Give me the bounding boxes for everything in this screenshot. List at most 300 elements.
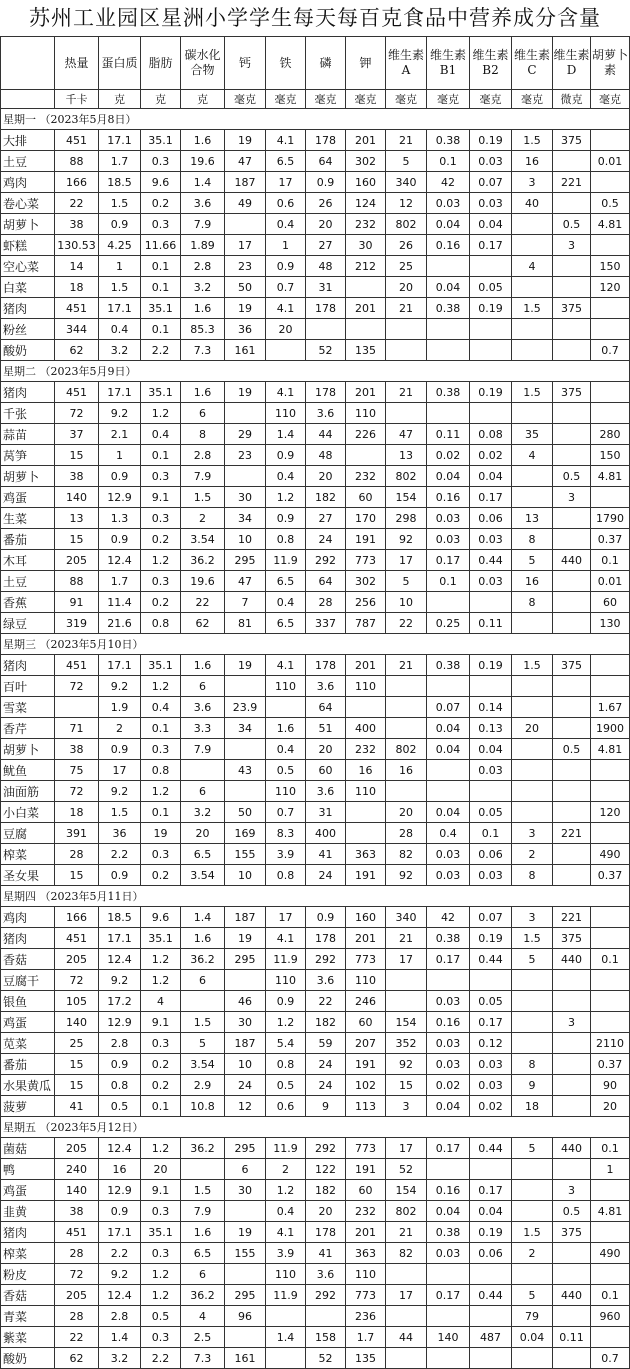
food-name: 鸡蛋 [1, 1012, 55, 1033]
nutrient-value: 0.38 [427, 382, 470, 403]
nutrient-value: 110 [266, 676, 306, 697]
nutrient-value [386, 1264, 427, 1285]
nutrient-value: 18.5 [99, 907, 141, 928]
nutrient-value: 31 [306, 802, 346, 823]
nutrient-value [591, 928, 630, 949]
nutrient-value: 1.6 [181, 655, 225, 676]
nutrient-value: 2.8 [181, 256, 225, 277]
nutrient-value: 490 [591, 1243, 630, 1264]
nutrient-value [512, 613, 553, 634]
nutrient-value [553, 319, 591, 340]
nutrient-value: 2 [512, 1243, 553, 1264]
nutrient-value: 1.5 [512, 1222, 553, 1243]
nutrient-value: 0.03 [427, 1054, 470, 1075]
table-row [1, 739, 630, 760]
unit-cell: 毫克 [266, 90, 306, 109]
nutrient-value: 2.2 [141, 1348, 181, 1369]
food-name: 莴笋 [1, 445, 55, 466]
nutrient-value: 169 [225, 823, 266, 844]
nutrient-value [553, 781, 591, 802]
nutrient-value: 7.9 [181, 739, 225, 760]
nutrient-value: 292 [306, 949, 346, 970]
nutrient-value [427, 592, 470, 613]
nutrient-value [553, 571, 591, 592]
nutrient-value: 1.5 [99, 277, 141, 298]
food-name: 香菇 [1, 1285, 55, 1306]
nutrient-value [512, 1033, 553, 1054]
nutrient-value: 20 [181, 823, 225, 844]
nutrient-value: 154 [386, 487, 427, 508]
nutrient-value: 96 [225, 1306, 266, 1327]
food-name: 油面筋 [1, 781, 55, 802]
food-name: 胡萝卜 [1, 466, 55, 487]
nutrient-value: 1 [591, 1159, 630, 1180]
nutrient-value [306, 1306, 346, 1327]
nutrient-value: 0.17 [427, 550, 470, 571]
food-name: 番茄 [1, 1054, 55, 1075]
nutrient-value: 0.12 [470, 1033, 512, 1054]
nutrient-value: 295 [225, 1285, 266, 1306]
nutrient-value: 0.5 [553, 1201, 591, 1222]
nutrient-value: 46 [225, 991, 266, 1012]
nutrient-value: 0.02 [427, 1075, 470, 1096]
nutrient-value: 130.53 [55, 235, 99, 256]
nutrient-value: 0.7 [266, 802, 306, 823]
table-row [1, 529, 630, 550]
nutrient-value: 113 [346, 1096, 386, 1117]
nutrient-value: 6 [181, 970, 225, 991]
nutrient-value: 19 [225, 655, 266, 676]
food-name: 猪肉 [1, 655, 55, 676]
nutrient-value: 51 [306, 718, 346, 739]
nutrient-value: 0.9 [266, 445, 306, 466]
nutrient-value: 21 [386, 130, 427, 151]
nutrient-value: 205 [55, 550, 99, 571]
nutrient-value: 0.06 [470, 844, 512, 865]
nutrient-value: 3.6 [306, 1264, 346, 1285]
nutrient-value [386, 403, 427, 424]
table-row [1, 1285, 630, 1306]
nutrient-value: 5 [512, 550, 553, 571]
nutrient-value: 0.1 [141, 1096, 181, 1117]
table-row [1, 802, 630, 823]
nutrient-value: 0.4 [141, 697, 181, 718]
nutrient-value: 375 [553, 928, 591, 949]
nutrient-value [470, 340, 512, 361]
food-name: 粉皮 [1, 1264, 55, 1285]
nutrient-value: 0.11 [553, 1327, 591, 1348]
nutrient-value: 19 [225, 298, 266, 319]
unit-cell: 克 [141, 90, 181, 109]
table-row [1, 298, 630, 319]
nutrient-value [266, 1348, 306, 1369]
nutrient-value: 0.4 [99, 319, 141, 340]
day-header-row [1, 361, 630, 382]
nutrient-value: 0.2 [141, 592, 181, 613]
nutrient-value [512, 487, 553, 508]
nutrient-value: 1.2 [141, 550, 181, 571]
nutrient-value: 1.2 [266, 487, 306, 508]
nutrient-value: 91 [55, 592, 99, 613]
nutrient-value: 363 [346, 844, 386, 865]
nutrient-value: 17 [99, 760, 141, 781]
nutrient-value: 17 [266, 172, 306, 193]
nutrient-value: 20 [306, 739, 346, 760]
nutrient-value: 221 [553, 907, 591, 928]
nutrient-value: 11.9 [266, 550, 306, 571]
unit-cell: 微克 [553, 90, 591, 109]
nutrient-value: 49 [225, 193, 266, 214]
nutrient-value: 38 [55, 739, 99, 760]
nutrient-value: 3.6 [306, 781, 346, 802]
table-row [1, 1180, 630, 1201]
nutrient-value: 0.44 [470, 1138, 512, 1159]
nutrient-value: 0.5 [99, 1096, 141, 1117]
nutrient-value: 20 [141, 1159, 181, 1180]
nutrient-value: 11.9 [266, 949, 306, 970]
nutrient-value: 0.1 [141, 802, 181, 823]
nutrient-value: 170 [346, 508, 386, 529]
nutrient-value: 226 [346, 424, 386, 445]
food-name: 百叶 [1, 676, 55, 697]
nutrient-value: 340 [386, 907, 427, 928]
nutrient-value: 7.3 [181, 1348, 225, 1369]
nutrient-value: 375 [553, 130, 591, 151]
nutrient-value: 0.5 [266, 760, 306, 781]
nutrient-value: 12 [386, 193, 427, 214]
nutrient-value [512, 1159, 553, 1180]
food-name: 酸奶 [1, 340, 55, 361]
nutrient-value: 1790 [591, 508, 630, 529]
nutrient-value [553, 340, 591, 361]
nutrient-value: 110 [346, 403, 386, 424]
nutrient-value: 1.2 [141, 1264, 181, 1285]
nutrient-value: 1.2 [141, 949, 181, 970]
nutrient-value: 36.2 [181, 1285, 225, 1306]
nutrient-value: 0.1 [141, 718, 181, 739]
nutrient-value: 0.1 [591, 550, 630, 571]
table-row [1, 1033, 630, 1054]
nutrient-value: 400 [346, 718, 386, 739]
nutrient-value: 36.2 [181, 1138, 225, 1159]
nutrient-value: 0.2 [141, 865, 181, 886]
nutrient-value: 11.66 [141, 235, 181, 256]
nutrient-value [553, 1033, 591, 1054]
nutrient-value: 140 [55, 1012, 99, 1033]
nutrient-value: 3.2 [99, 340, 141, 361]
nutrient-value: 20 [512, 718, 553, 739]
nutrient-value [591, 676, 630, 697]
nutrient-value [512, 235, 553, 256]
nutrient-value: 88 [55, 571, 99, 592]
nutrient-value: 30 [225, 487, 266, 508]
table-row [1, 1243, 630, 1264]
nutrient-value: 0.04 [512, 1327, 553, 1348]
nutrient-value: 3 [512, 823, 553, 844]
nutrient-value: 1.9 [99, 697, 141, 718]
nutrient-value: 10 [225, 529, 266, 550]
nutrient-value: 122 [306, 1159, 346, 1180]
nutrient-value [512, 739, 553, 760]
nutrient-value: 4.81 [591, 466, 630, 487]
nutrient-value: 36.2 [181, 949, 225, 970]
nutrient-value: 50 [225, 277, 266, 298]
food-name: 木耳 [1, 550, 55, 571]
nutrient-value: 25 [55, 1033, 99, 1054]
nutrient-value: 212 [346, 256, 386, 277]
nutrient-value [470, 319, 512, 340]
nutrient-value [346, 445, 386, 466]
nutrient-value: 1.6 [181, 382, 225, 403]
nutrient-value: 0.1 [141, 277, 181, 298]
food-name: 鸡蛋 [1, 1180, 55, 1201]
nutrient-value: 19.6 [181, 151, 225, 172]
nutrient-value: 773 [346, 1285, 386, 1306]
nutrient-value: 7.9 [181, 214, 225, 235]
nutrient-value: 161 [225, 340, 266, 361]
nutrient-value: 1.7 [99, 151, 141, 172]
nutrient-value: 17.1 [99, 1222, 141, 1243]
food-name: 鸡肉 [1, 172, 55, 193]
nutrient-value: 182 [306, 1012, 346, 1033]
nutrient-value: 1.5 [512, 298, 553, 319]
nutrient-value [591, 235, 630, 256]
nutrient-value: 0.38 [427, 298, 470, 319]
food-name: 水果黄瓜 [1, 1075, 55, 1096]
nutrient-value [427, 319, 470, 340]
nutrient-value: 1.4 [99, 1327, 141, 1348]
table-row [1, 1306, 630, 1327]
nutrient-value [591, 760, 630, 781]
nutrient-value [591, 991, 630, 1012]
nutrient-value: 6 [181, 676, 225, 697]
nutrient-value: 105 [55, 991, 99, 1012]
nutrient-value: 0.1 [591, 949, 630, 970]
table-row [1, 1096, 630, 1117]
unit-cell: 毫克 [346, 90, 386, 109]
nutrient-value: 4.1 [266, 655, 306, 676]
nutrient-value: 337 [306, 613, 346, 634]
nutrient-value: 4.1 [266, 928, 306, 949]
nutrient-value: 5 [181, 1033, 225, 1054]
nutrient-value: 3.6 [181, 193, 225, 214]
nutrient-value: 6.5 [266, 613, 306, 634]
nutrient-value: 221 [553, 172, 591, 193]
nutrient-value [346, 277, 386, 298]
nutrient-value: 8.3 [266, 823, 306, 844]
nutrient-value: 960 [591, 1306, 630, 1327]
nutrient-value: 0.17 [427, 949, 470, 970]
nutrient-value: 34 [225, 508, 266, 529]
nutrient-value: 18 [55, 802, 99, 823]
nutrient-value: 35 [512, 424, 553, 445]
nutrient-value: 38 [55, 466, 99, 487]
nutrient-value: 240 [55, 1159, 99, 1180]
table-row [1, 403, 630, 424]
nutrient-value: 17 [386, 1285, 427, 1306]
nutrient-value: 9.1 [141, 487, 181, 508]
nutrient-value: 22 [55, 1327, 99, 1348]
nutrient-value: 8 [512, 865, 553, 886]
nutrient-value: 451 [55, 298, 99, 319]
nutrient-value: 451 [55, 928, 99, 949]
food-name: 豆腐 [1, 823, 55, 844]
nutrient-value: 19 [225, 130, 266, 151]
nutrient-value [591, 130, 630, 151]
table-row [1, 550, 630, 571]
nutrient-value: 0.6 [266, 1096, 306, 1117]
units-row [1, 90, 630, 109]
nutrient-value: 17 [386, 1138, 427, 1159]
nutrient-value: 64 [306, 697, 346, 718]
table-row [1, 1054, 630, 1075]
nutrient-value: 400 [306, 823, 346, 844]
nutrient-value: 2 [181, 508, 225, 529]
nutrient-value: 28 [55, 844, 99, 865]
nutrient-value: 295 [225, 949, 266, 970]
nutrient-value: 130 [591, 613, 630, 634]
food-name: 虾糕 [1, 235, 55, 256]
nutrient-value: 23 [225, 256, 266, 277]
nutrient-value: 21 [386, 298, 427, 319]
unit-cell: 毫克 [512, 90, 553, 109]
nutrient-value: 12.4 [99, 1138, 141, 1159]
nutrient-value: 0.19 [470, 655, 512, 676]
food-name: 菌菇 [1, 1138, 55, 1159]
table-row [1, 907, 630, 928]
nutrient-value: 62 [55, 340, 99, 361]
nutrient-value: 9 [306, 1096, 346, 1117]
nutrient-value: 0.4 [427, 823, 470, 844]
nutrient-value: 340 [386, 172, 427, 193]
nutrient-value: 2.8 [99, 1306, 141, 1327]
nutrient-value: 7.3 [181, 340, 225, 361]
nutrient-value: 0.19 [470, 298, 512, 319]
nutrient-value [470, 592, 512, 613]
nutrient-value [225, 403, 266, 424]
nutrient-value: 178 [306, 655, 346, 676]
nutrient-value [512, 214, 553, 235]
nutrient-value [512, 1012, 553, 1033]
nutrient-value: 0.04 [427, 277, 470, 298]
table-row [1, 697, 630, 718]
table-row [1, 1159, 630, 1180]
nutrient-value [512, 1348, 553, 1369]
nutrient-value: 0.03 [470, 760, 512, 781]
nutrient-value: 72 [55, 970, 99, 991]
nutrient-value: 60 [306, 760, 346, 781]
nutrient-value [470, 970, 512, 991]
nutrient-value: 0.9 [99, 466, 141, 487]
nutrient-value: 0.07 [470, 172, 512, 193]
nutrient-value: 6 [181, 1264, 225, 1285]
nutrient-value: 16 [99, 1159, 141, 1180]
nutrient-value: 0.38 [427, 1222, 470, 1243]
nutrient-value: 207 [346, 1033, 386, 1054]
nutrient-value: 451 [55, 1222, 99, 1243]
nutrient-value: 0.2 [141, 1054, 181, 1075]
nutrient-value: 232 [346, 739, 386, 760]
nutrient-value: 3.2 [99, 1348, 141, 1369]
nutrient-value: 0.3 [141, 508, 181, 529]
nutrient-value: 0.17 [427, 1285, 470, 1306]
nutrient-value: 1.2 [141, 676, 181, 697]
nutrient-value [553, 676, 591, 697]
nutrient-value [591, 172, 630, 193]
table-row [1, 1201, 630, 1222]
nutrient-value: 0.6 [266, 193, 306, 214]
nutrient-value: 92 [386, 865, 427, 886]
nutrient-value: 0.04 [427, 1096, 470, 1117]
nutrient-value: 10 [225, 865, 266, 886]
nutrient-value: 20 [591, 1096, 630, 1117]
page-title: 苏州工业园区星洲小学学生每天每百克食品中营养成分含量 [29, 6, 601, 30]
nutrient-value: 21 [386, 1222, 427, 1243]
nutrient-value: 280 [591, 424, 630, 445]
table-row [1, 613, 630, 634]
nutrient-value: 22 [181, 592, 225, 613]
nutrient-value: 9.2 [99, 1264, 141, 1285]
nutrient-value: 7.9 [181, 1201, 225, 1222]
unit-cell [1, 90, 55, 109]
nutrient-value: 391 [55, 823, 99, 844]
nutrient-value: 7 [225, 592, 266, 613]
nutrient-value: 2 [512, 844, 553, 865]
nutrient-value: 3 [512, 907, 553, 928]
nutrient-value: 154 [386, 1180, 427, 1201]
table-row [1, 235, 630, 256]
nutrient-value [512, 1180, 553, 1201]
nutrient-value: 110 [266, 403, 306, 424]
food-name: 粉丝 [1, 319, 55, 340]
nutrient-value: 0.16 [427, 487, 470, 508]
nutrient-value [346, 802, 386, 823]
nutrient-value: 21 [386, 382, 427, 403]
nutrient-value: 12.4 [99, 949, 141, 970]
nutrient-value: 0.9 [266, 991, 306, 1012]
nutrient-value: 182 [306, 487, 346, 508]
nutrient-value [553, 508, 591, 529]
nutrient-value: 15 [55, 1054, 99, 1075]
nutrient-value: 0.16 [427, 235, 470, 256]
nutrient-value [512, 466, 553, 487]
table-row [1, 949, 630, 970]
nutrient-value: 302 [346, 151, 386, 172]
nutrient-value [553, 1243, 591, 1264]
nutrient-value: 17.1 [99, 928, 141, 949]
nutrient-value: 16 [512, 151, 553, 172]
nutrient-value: 0.2 [141, 193, 181, 214]
nutrient-value: 1.6 [181, 298, 225, 319]
column-header: 磷 [306, 37, 346, 90]
nutrient-value: 0.01 [591, 151, 630, 172]
nutrient-value: 6.5 [266, 571, 306, 592]
nutrient-value [512, 760, 553, 781]
nutrient-value: 0.04 [427, 466, 470, 487]
nutrient-value: 62 [181, 613, 225, 634]
column-header: 维生素B2 [470, 37, 512, 90]
nutrient-value: 0.4 [266, 466, 306, 487]
nutrient-value: 0.03 [427, 193, 470, 214]
nutrient-value: 9.2 [99, 970, 141, 991]
nutrient-value: 25 [386, 256, 427, 277]
food-name: 榨菜 [1, 1243, 55, 1264]
nutrient-value [553, 1075, 591, 1096]
nutrient-value: 451 [55, 655, 99, 676]
nutrient-value: 1.4 [181, 172, 225, 193]
nutrient-value: 295 [225, 550, 266, 571]
nutrient-value [386, 697, 427, 718]
